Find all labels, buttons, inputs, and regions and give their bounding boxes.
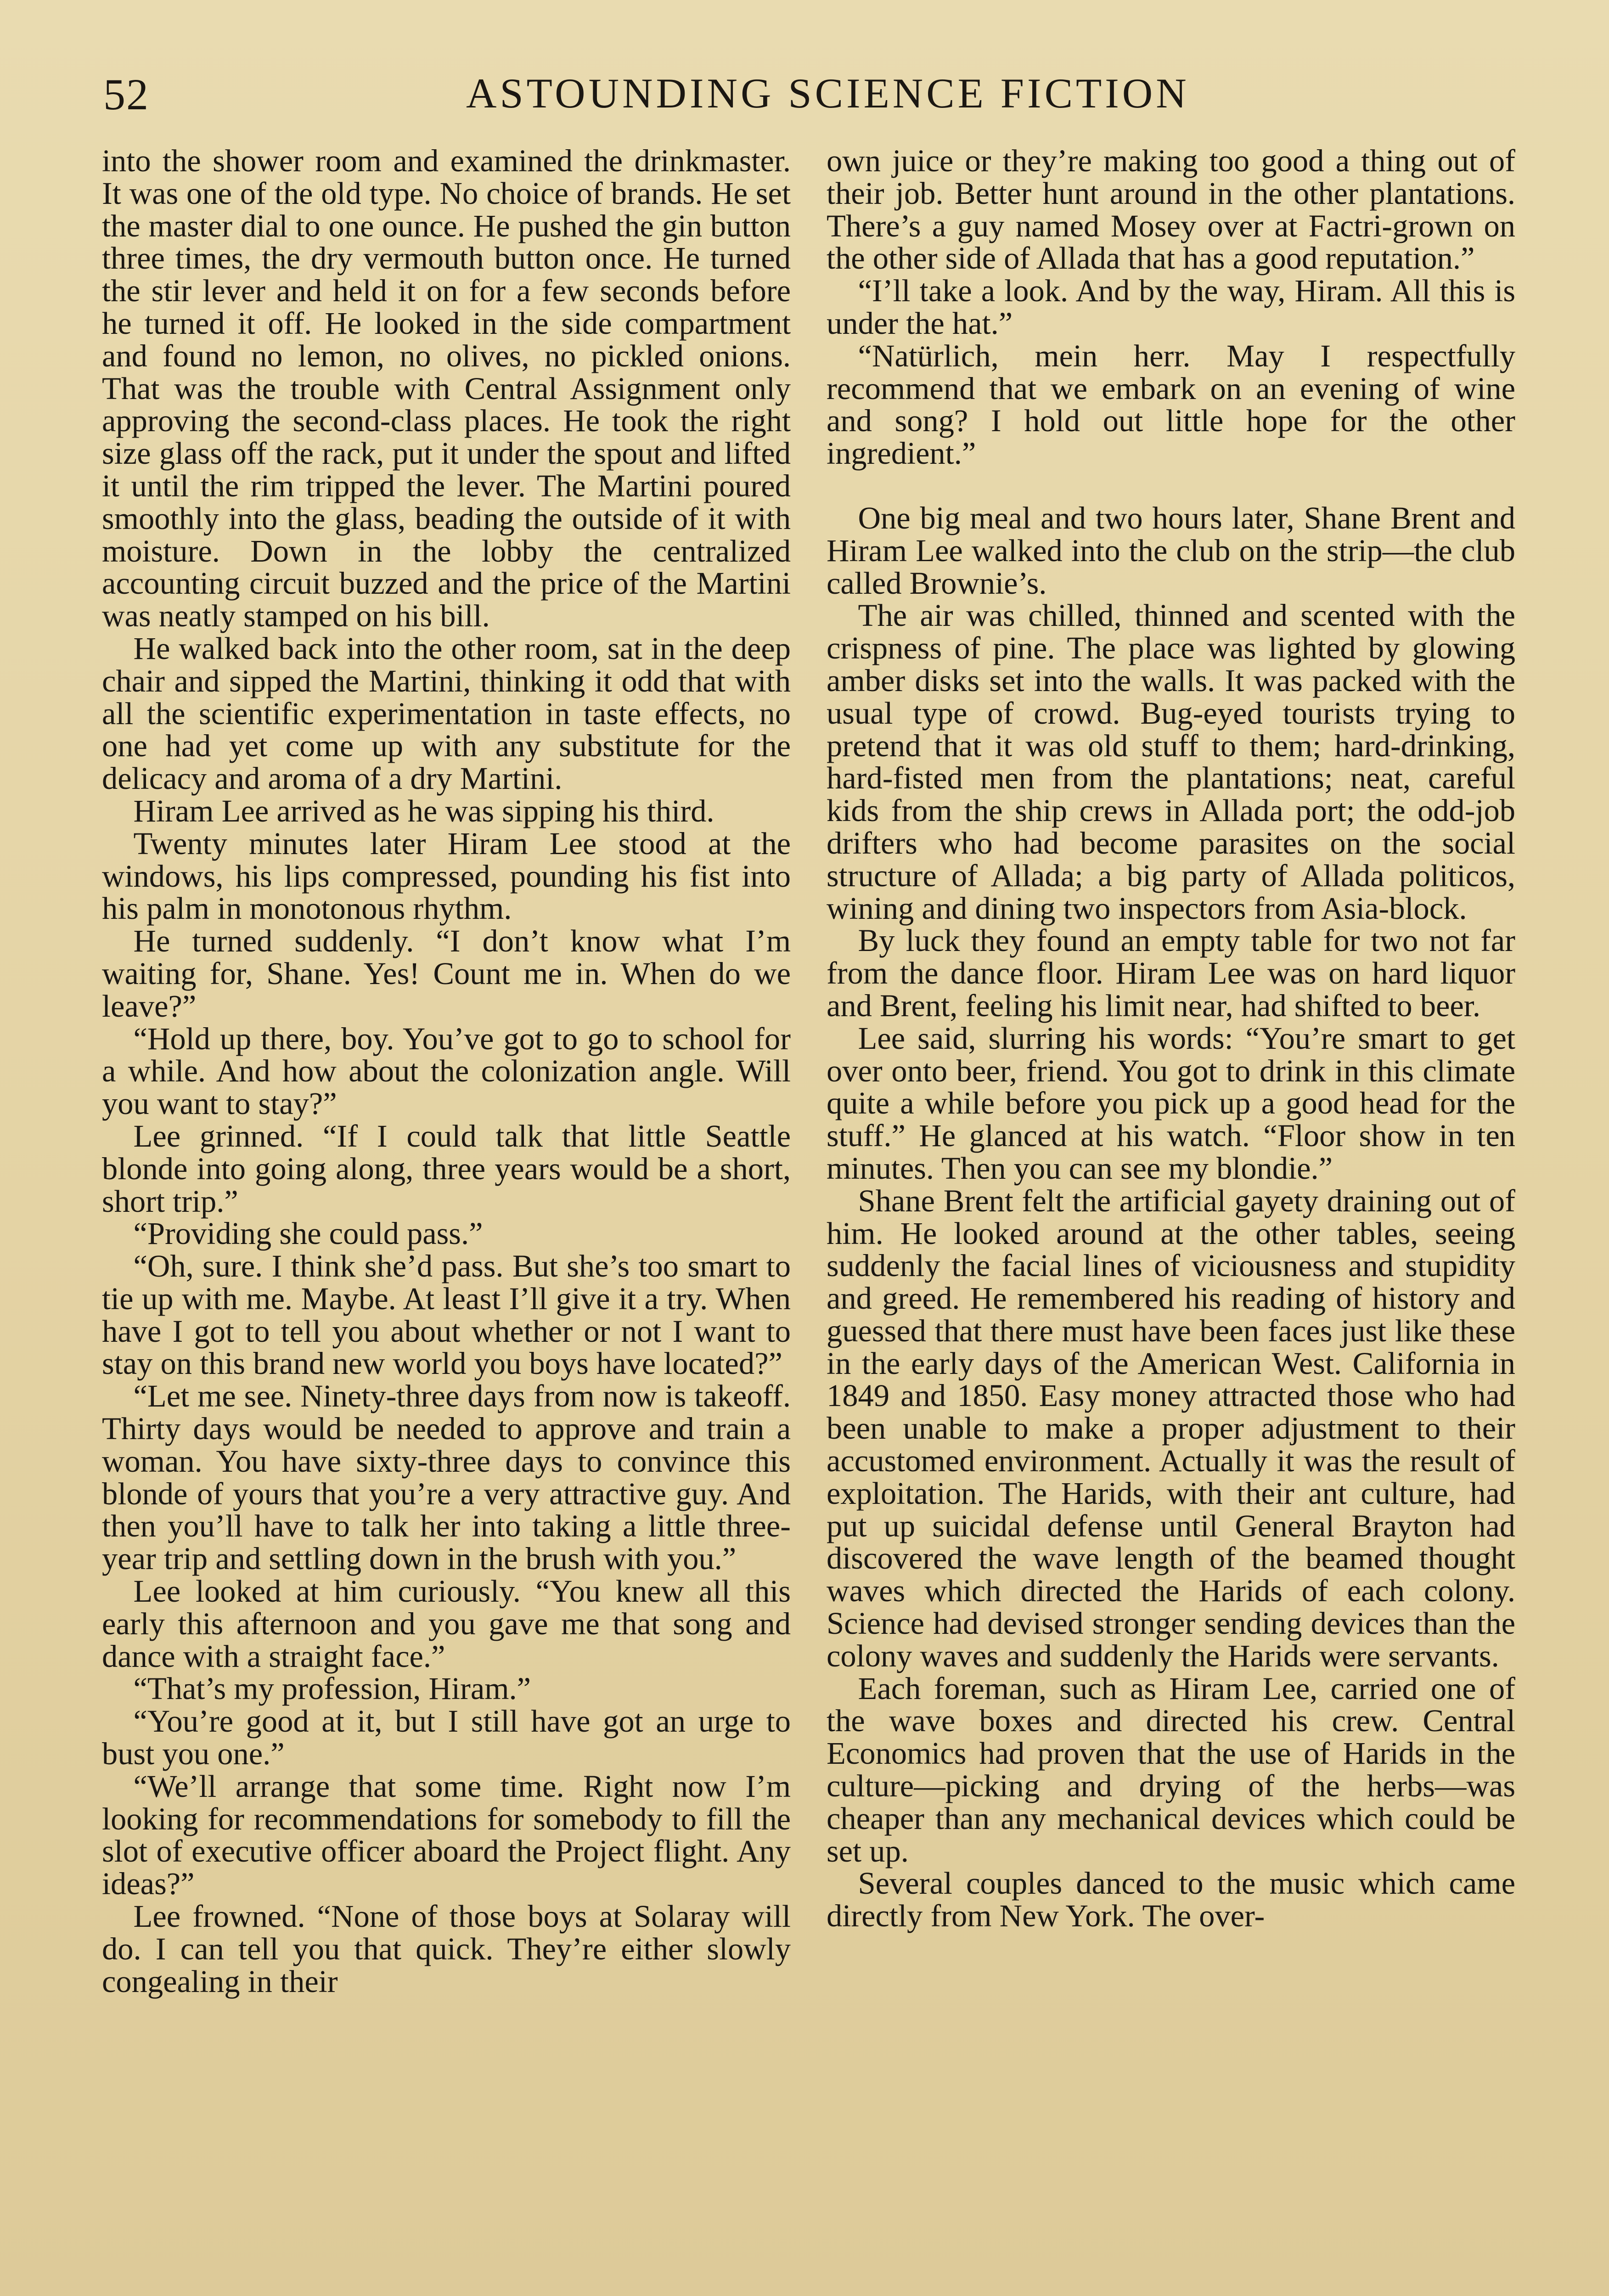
paragraph: “You’re good at it, but I still have got an urge to bust you one.” xyxy=(102,1704,791,1772)
paragraph: Lee frowned. “None of those boys at Solaray will do. I can tell you that quick. They’re either slowly congealing in their xyxy=(102,1899,791,1999)
paragraph: By luck they found an empty table for two not far from the dance floor. Hiram Lee was on hard liquor and Brent, feeling his limit near, had shifted to beer. xyxy=(827,923,1515,1023)
paragraph: “Hold up there, boy. You’ve got to go to school for a while. And how about the colonization angle. Will you want to stay?” xyxy=(102,1021,791,1121)
paragraph: “That’s my profession, Hiram.” xyxy=(133,1671,531,1706)
paragraph: Lee grinned. “If I could talk that little Seattle blonde into going along, three years would be a short, short trip.” xyxy=(102,1118,791,1219)
paragraph: The air was chilled, thinned and scented with the crispness of pine. The place was lighted by glowing amber disks set into the walls. It was packed with the usual type of crowd. Bug-eyed tourists trying to pretend that it was old stuff to them; hard-drinking, hard-fisted men from the plantations; neat, careful kids from the ship crews in Allada port; the odd-job drifters who had become parasites on the social structure of Allada; a big party of Allada politicos, wining and dining two inspectors from Asia-block. xyxy=(827,598,1515,926)
paragraph: Lee said, slurring his words: “You’re smart to get over onto beer, friend. You got to drink in this climate quite a while before you pick up a good head for the stuff.” He glanced at his watch. “Floor show in ten minutes. Then you can see my blondie.” xyxy=(827,1020,1515,1186)
paragraph: Twenty minutes later Hiram Lee stood at the windows, his lips compressed, pounding his fist into his palm in monotonous rhythm. xyxy=(102,826,791,926)
paragraph: One big meal and two hours later, Shane Brent and Hiram Lee walked into the club on the strip—the club called Brownie’s. xyxy=(827,500,1515,601)
paragraph: “Natürlich, mein herr. May I respectfully recommend that we embark on an evening of wine and song? I hold out little hope for the other ingredient.” xyxy=(827,338,1515,471)
page-number: 52 xyxy=(103,70,149,119)
running-title: ASTOUNDING SCIENCE FICTION xyxy=(466,70,1190,117)
paragraph: “Oh, sure. I think she’d pass. But she’s too smart to tie up with me. Maybe. At least I’ll give it a try. When have I got to tell you about whether or not I want to stay on this brand new world you boys have located?” xyxy=(102,1249,791,1381)
paragraph: “We’ll arrange that some time. Right now I’m looking for recommendations for somebody to fill the slot of executive officer aboard the Project flight. Any ideas?” xyxy=(102,1768,791,1902)
paragraph: “I’ll take a look. And by the way, Hiram. All this is under the hat.” xyxy=(827,273,1515,341)
paragraph: Shane Brent felt the artificial gayety draining out of him. He looked around at the other tables, seeing suddenly the facial lines of viciousness and stupidity and greed. He remembered his reading of history and guessed that there must have been faces just like these in the early days of the American West. California in 1849 and 1850. Easy money attracted those who had been unable to make a proper adjustment to their accustomed environment. Actually it was the result of exploitation. The Harids, with their ant culture, had put up suicidal defense until General Brayton had discovered the wave length of the beamed thought waves which directed the Harids of each colony. Science had devised stronger sending devices than the colony waves and suddenly the Harids were servants. xyxy=(827,1183,1515,1673)
paragraph: Each foreman, such as Hiram Lee, carried one of the wave boxes and directed his crew. Central Economics had proven that the use of Harids in the culture—picking and drying of the herbs—was cheaper than any mechanical devices which could be set up. xyxy=(827,1671,1515,1868)
paragraph: Several couples danced to the music which came directly from New York. The over- xyxy=(827,1866,1515,1934)
paragraph: He walked back into the other room, sat in the deep chair and sipped the Martini, thinking it odd that with all the scientific experimentation in taste effects, no one had yet come up with any substitute for the delicacy and aroma of a dry Martini. xyxy=(102,630,791,796)
page-header xyxy=(103,69,1190,133)
left-column xyxy=(102,145,791,1998)
paragraph: “Let me see. Ninety-three days from now is takeoff. Thirty days would be needed to approve and train a woman. You have sixty-three days to convince this blonde of yours that you’re a very attractive guy. And then you’ll have to talk her into taking a little three-year trip and settling down in the brush with you.” xyxy=(102,1379,791,1576)
paragraph: “Providing she could pass.” xyxy=(133,1216,483,1251)
paragraph: Hiram Lee arrived as he was sipping his third. xyxy=(133,793,714,828)
paragraph: He turned suddenly. “I don’t know what I’m waiting for, Shane. Yes! Count me in. When do we leave?” xyxy=(102,923,791,1024)
paragraph: Lee looked at him curiously. “You knew all this early this afternoon and you gave me that song and dance with a straight face.” xyxy=(102,1574,791,1674)
right-column xyxy=(827,145,1515,1932)
paragraph: own juice or they’re making too good a thing out of their job. Better hunt around in the other plantations. There’s a guy named Mosey over at Factri-grown on the other side of Allada that has a good reputation.” xyxy=(827,143,1515,276)
paragraph: into the shower room and examined the drinkmaster. It was one of the old type. No choice of brands. He set the master dial to one ounce. He pushed the gin button three times, the dry vermouth button once. He turned the stir lever and held it on for a few seconds before he turned it off. He looked in the side compartment and found no lemon, no olives, no pickled onions. That was the trouble with Central Assignment only approving the second-class places. He took the right size glass off the rack, put it under the spout and lifted it until the rim tripped the lever. The Martini poured smoothly into the glass, beading the outside of it with moisture. Down in the lobby the centralized accounting circuit buzzed and the price of the Martini was neatly stamped on his bill. xyxy=(102,143,791,634)
